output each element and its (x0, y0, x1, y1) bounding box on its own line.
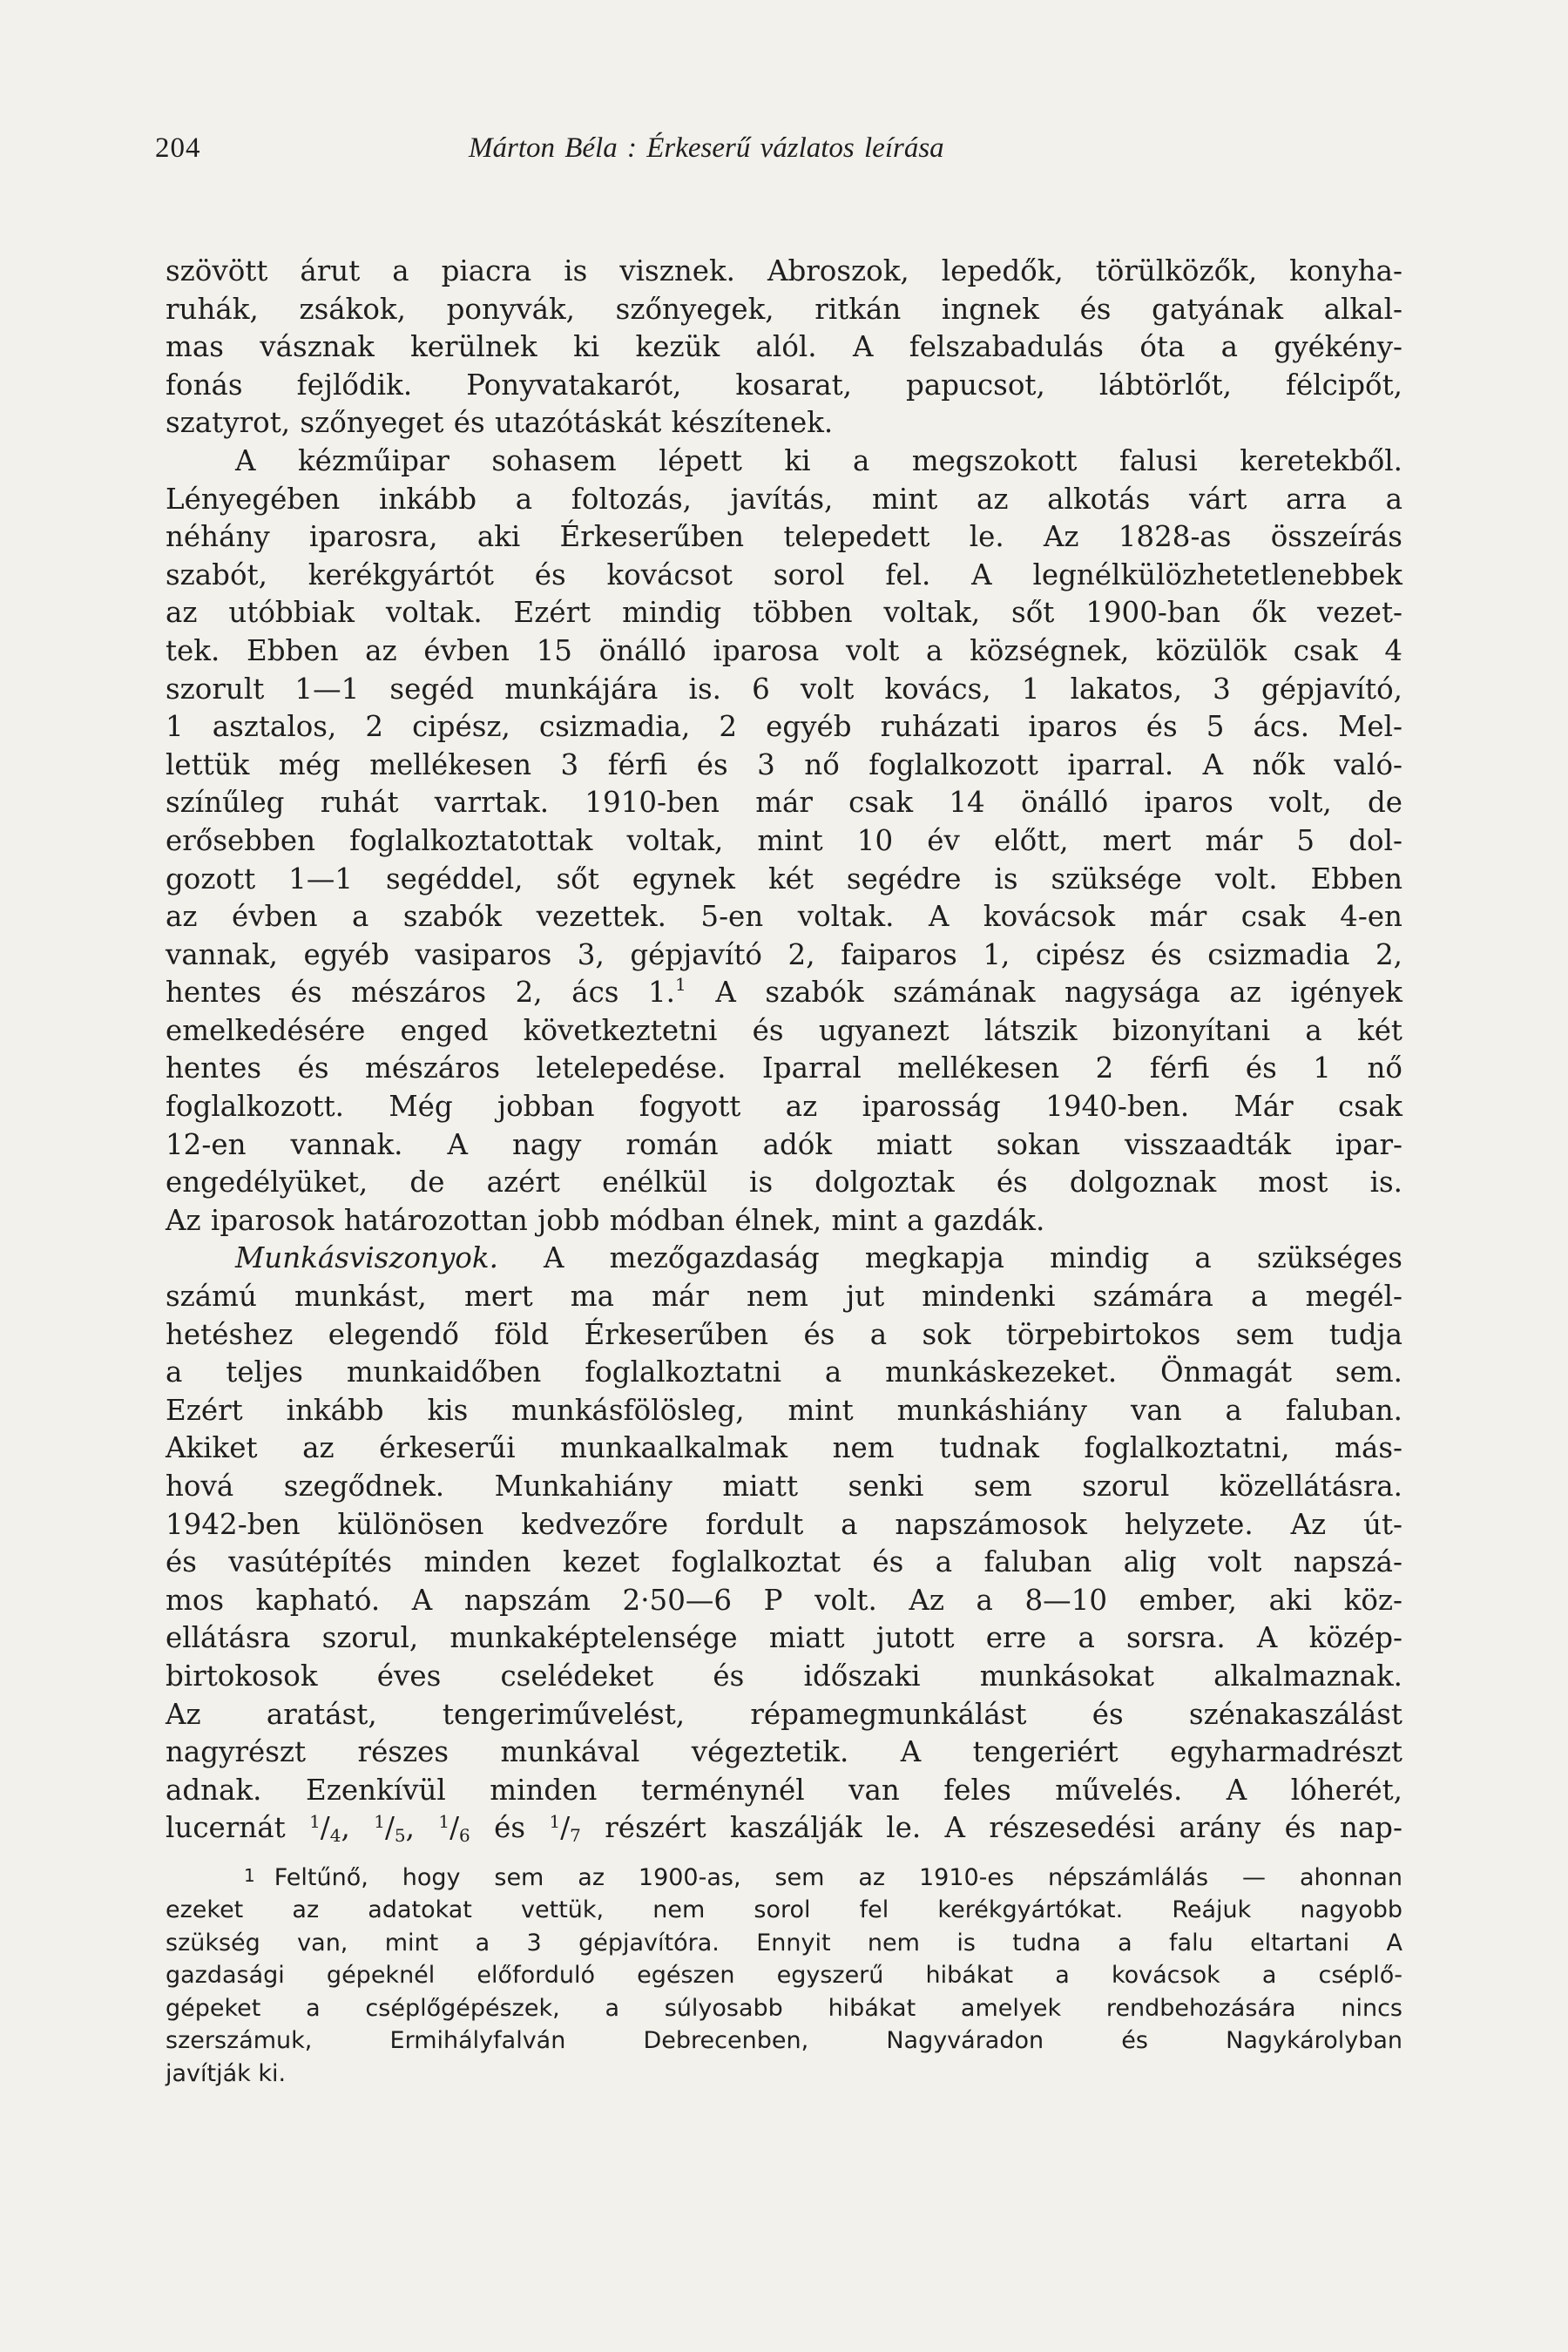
text-line: szövött árut a piacra is visznek. Abroszok, lepedők, törülközők, konyha- (166, 254, 1402, 287)
fraction-denominator: 4 (329, 1825, 341, 1847)
text-line: A kézműipar sohasem lépett ki a megszokott falusi keretekből. (235, 443, 1402, 477)
text-line: 1 asztalos, 2 cipész, csizmadia, 2 egyéb ruházati iparos és 5 ács. Mel- (166, 710, 1402, 744)
text-line: az évben a szabók vezettek. 5-en voltak. A kovácsok már csak 4-en (166, 900, 1402, 934)
text-line: Lényegében inkább a foltozás, javítás, mint az alkotás várt arra a (166, 482, 1402, 516)
text-line: 1942-ben különösen kedvezőre fordult a napszámosok helyzete. Az út- (166, 1507, 1402, 1541)
text-line: Ezért inkább kis munkásfölösleg, mint munkáshiány van a faluban. (166, 1393, 1402, 1427)
text-line: birtokosok éves cselédeket és időszaki munkásokat alkalmaznak. (166, 1659, 1402, 1693)
footnote-text: Feltűnő, hogy sem az 1900-as, sem az 1910-es népszámlálás — ahonnan (274, 1863, 1402, 1891)
page-header (155, 132, 1392, 176)
text-segment: A szabók számának nagysága az igények (715, 976, 1402, 1010)
text-line: tek. Ebben az évben 15 önálló iparosa volt a községnek, közülök csak 4 (166, 633, 1402, 667)
fraction-numerator: 1 (438, 1811, 450, 1833)
fraction-separator: , (341, 1811, 375, 1845)
fraction: $^1/_7$ (549, 1811, 581, 1847)
fraction-numerator: 1 (309, 1811, 321, 1833)
text-line-with-footnote (166, 974, 1402, 1012)
text-line: színűleg ruhát varrtak. 1910-ben már csak 14 önálló iparos volt, de (166, 786, 1402, 820)
fraction: $^1/_6$ (438, 1811, 470, 1847)
text-line: mos kapható. A napszám 2·50—6 P volt. Az a 8—10 ember, aki köz- (166, 1583, 1402, 1617)
text-line: mas vásznak kerülnek ki kezük alól. A felszabadulás óta a gyékény- (166, 330, 1402, 364)
main-text (166, 253, 1402, 2090)
text-line: és vasútépítés minden kezet foglalkoztat és a faluban alig volt napszá- (166, 1545, 1402, 1579)
text-line: fonás fejlődik. Ponyvatakarót, kosarat, papucsot, lábtörlőt, félcipőt, (166, 368, 1402, 402)
text-line: a teljes munkaidőben foglalkoztatni a munkáskezeket. Önmagát sem. (166, 1355, 1402, 1389)
fraction: $^1/_4$ (309, 1811, 341, 1847)
text-line: szatyrot, szőnyeget és utazótáskát készítenek. (166, 406, 834, 440)
text-line: hová szegődnek. Munkahiány miatt senki sem szorul közellátásra. (166, 1470, 1402, 1503)
footnote (166, 1860, 1402, 2091)
text-line: engedélyüket, de azért enélkül is dolgoztak és dolgoznak most is. (166, 1166, 1402, 1200)
fraction-separator (581, 1811, 605, 1844)
footnote-line: ezeket az adatokat vettük, nem sorol fel kerékgyártókat. Reájuk nagyobb (166, 1896, 1402, 1924)
text-line: Az iparosok határozottan jobb módban élnek, mint a gazdák. (166, 1203, 1045, 1237)
text-segment: részért kaszálják le. A részesedési arány és nap- (605, 1811, 1402, 1845)
fraction: $^1/_5$ (374, 1811, 406, 1847)
text-line: az utóbbiak voltak. Ezért mindig többen voltak, sőt 1900-ban ők vezet- (166, 596, 1402, 630)
section-heading: Munkásviszonyok. (235, 1241, 498, 1275)
footnote-line: gazdasági gépeknél előforduló egészen egyszerű hibákat a kovácsok a cséplő- (166, 1962, 1402, 1990)
text-line: 12-en vannak. A nagy román adók miatt sokan visszaadták ipar- (166, 1127, 1402, 1161)
fraction-numerator: 1 (549, 1811, 561, 1833)
text-segment: lucernát (166, 1811, 286, 1845)
text-line: szabót, kerékgyártót és kovácsot sorol fel. A legnélkülözhetetlenebbek (166, 558, 1402, 591)
footnote-mark: 1 (244, 1864, 255, 1886)
text-line: ellátásra szorul, munkaképtelensége miatt jutott erre a sorsra. A közép- (166, 1621, 1402, 1655)
fraction-denominator: 6 (459, 1825, 470, 1847)
body-paragraphs (166, 253, 1402, 1848)
text-line: emelkedésére enged következtetni és ugyanezt látszik bizonyítani a két (166, 1013, 1402, 1047)
text-line: nagyrészt részes munkával végeztetik. A tengeriért egyharmadrészt (166, 1735, 1402, 1769)
text-line: adnak. Ezenkívül minden terménynél van feles művelés. A lóherét, (166, 1773, 1402, 1807)
text-segment: hentes és mészáros 2, ács 1. (166, 976, 676, 1010)
text-line: hentes és mészáros letelepedése. Iparral mellékesen 2 férfi és 1 nő (166, 1051, 1402, 1085)
text-line: szorult 1—1 segéd munkájára is. 6 volt kovács, 1 lakatos, 3 gépjavító, (166, 672, 1402, 706)
fraction-separator: és (470, 1811, 550, 1845)
running-title: Márton Béla : Érkeserű vázlatos leírása (469, 132, 944, 164)
text-line: Az aratást, tengeriművelést, répamegmunkálást és szénakaszálást (166, 1697, 1402, 1731)
footnote-line: szükség van, mint a 3 gépjavítóra. Ennyit nem is tudna a falu eltartani A (166, 1929, 1402, 1957)
footnote-line: gépeket a cséplőgépészek, a súlyosabb hibákat amelyek rendbehozására nincs (166, 1994, 1402, 2022)
text-line-with-fractions (166, 1809, 1402, 1848)
text-line-section-start (166, 1240, 1402, 1278)
footnote-line: szerszámuk, Ermihályfalván Debrecenben, Nagyváradon és Nagykárolyban (166, 2027, 1402, 2055)
page-number: 204 (155, 132, 201, 164)
fraction-separator: , (405, 1811, 439, 1845)
footnote-line (166, 1860, 1402, 1895)
fraction-denominator: 5 (394, 1825, 406, 1847)
text-line: néhány iparosra, aki Érkeserűben telepedett le. Az 1828-as összeírás (166, 520, 1402, 554)
text-line: vannak, egyéb vasiparos 3, gépjavító 2, faiparos 1, cipész és csizmadia 2, (166, 937, 1402, 971)
text-line: foglalkozott. Még jobban fogyott az iparosság 1940-ben. Már csak (166, 1090, 1402, 1124)
footnote-line: javítják ki. (166, 2059, 287, 2087)
text-line: lettük még mellékesen 3 férfi és 3 nő foglalkozott iparral. A nők való- (166, 747, 1402, 781)
text-line: számú munkást, mert ma már nem jut mindenki számára a megél- (166, 1280, 1402, 1314)
text-line: ruhák, zsákok, ponyvák, szőnyegek, ritkán ingnek és gatyának alkal- (166, 292, 1402, 326)
text-segment: A mezőgazdaság megkapja mindig a szükséges (544, 1241, 1402, 1275)
text-line: Akiket az érkeserűi munkaalkalmak nem tudnak foglalkoztatni, más- (166, 1431, 1402, 1465)
fraction-numerator: 1 (374, 1811, 385, 1833)
footnote-reference: 1 (675, 974, 686, 996)
text-line: gozott 1—1 segéddel, sőt egynek két segédre is szüksége volt. Ebben (166, 862, 1402, 896)
text-line: hetéshez elegendő föld Érkeserűben és a sok törpebirtokos sem tudja (166, 1317, 1402, 1351)
text-line: erősebben foglalkoztatottak voltak, mint 10 év előtt, mert már 5 dol- (166, 823, 1402, 857)
fraction-denominator: 7 (570, 1825, 581, 1847)
